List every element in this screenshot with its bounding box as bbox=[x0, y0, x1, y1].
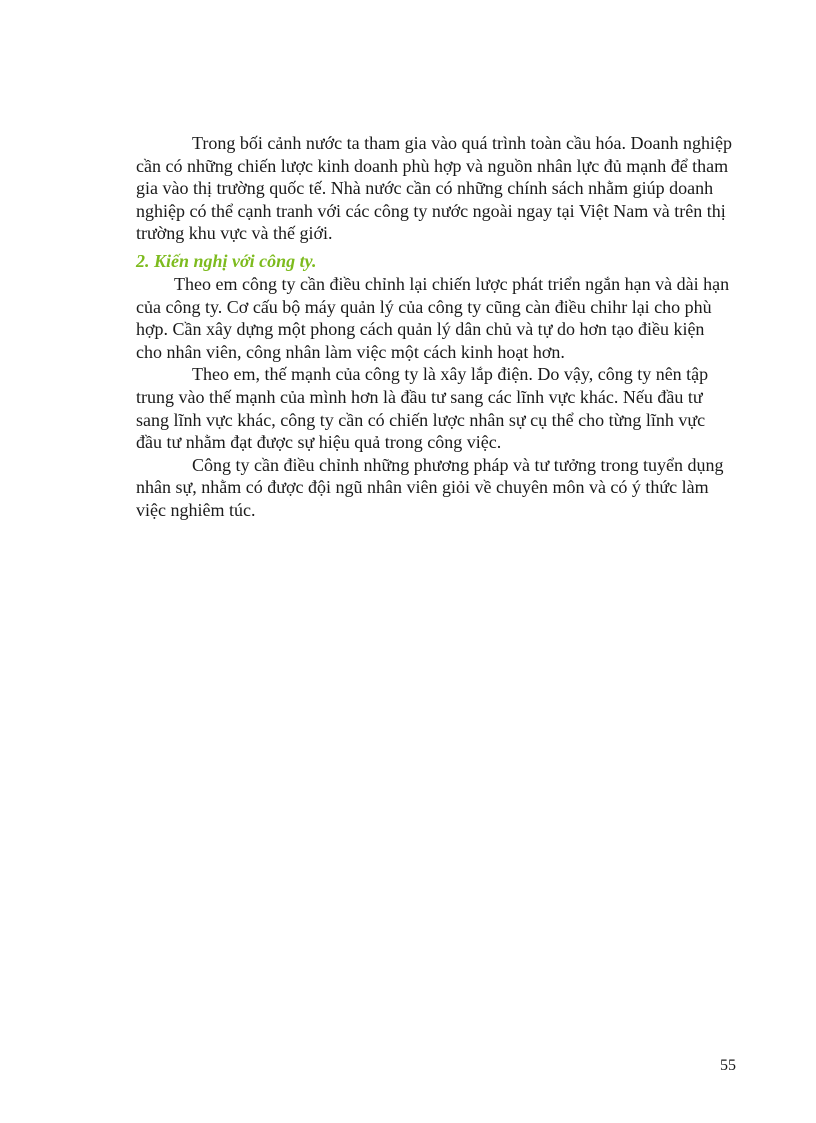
paragraph-recommendation-strength: Theo em, thế mạnh của công ty là xây lắp điện. Do vậy, công ty nên tập trung vào thế mạnh của mình hơn là đầu tư sang các lĩnh vực khác. Nếu đầu tư sang lĩnh vực khác, công ty cần có chiến lược nhân sự cụ thể cho từng lĩnh vực đầu tư nhằm đạt được sự hiệu quả trong công việc. bbox=[136, 364, 709, 453]
section-heading: 2. Kiến nghị với công ty. bbox=[136, 250, 317, 271]
page-content bbox=[136, 132, 732, 522]
paragraph-recommendation-recruitment: Công ty cần điều chỉnh những phương pháp và tư tưởng trong tuyển dụng nhân sự, nhằm có được đội ngũ nhân viên giỏi về chuyên môn và có ý thức làm việc nghiêm túc. bbox=[136, 454, 724, 520]
page-number: 55 bbox=[720, 1057, 736, 1074]
paragraph-context: Trong bối cảnh nước ta tham gia vào quá trình toàn cầu hóa. Doanh nghiệp cần có những chiến lược kinh doanh phù hợp và nguồn nhân lực đủ mạnh để tham gia vào thị trường quốc tế. Nhà nước cần có những chính sách nhằm giúp doanh nghiệp có thể cạnh tranh với các công ty nước ngoài ngay tại Việt Nam và trên thị trường khu vực và thế giới. bbox=[136, 133, 732, 244]
paragraph-recommendation-strategy: Theo em công ty cần điều chỉnh lại chiến lược phát triển ngắn hạn và dài hạn của công ty. Cơ cấu bộ máy quản lý của công ty cũng càn điều chihr lại cho phù hợp. Cần xây dựng một phong cách quản lý dân chủ và tự do hơn tạo điều kiện cho nhân viên, công nhân làm việc một cách kinh hoạt hơn. bbox=[136, 273, 730, 362]
